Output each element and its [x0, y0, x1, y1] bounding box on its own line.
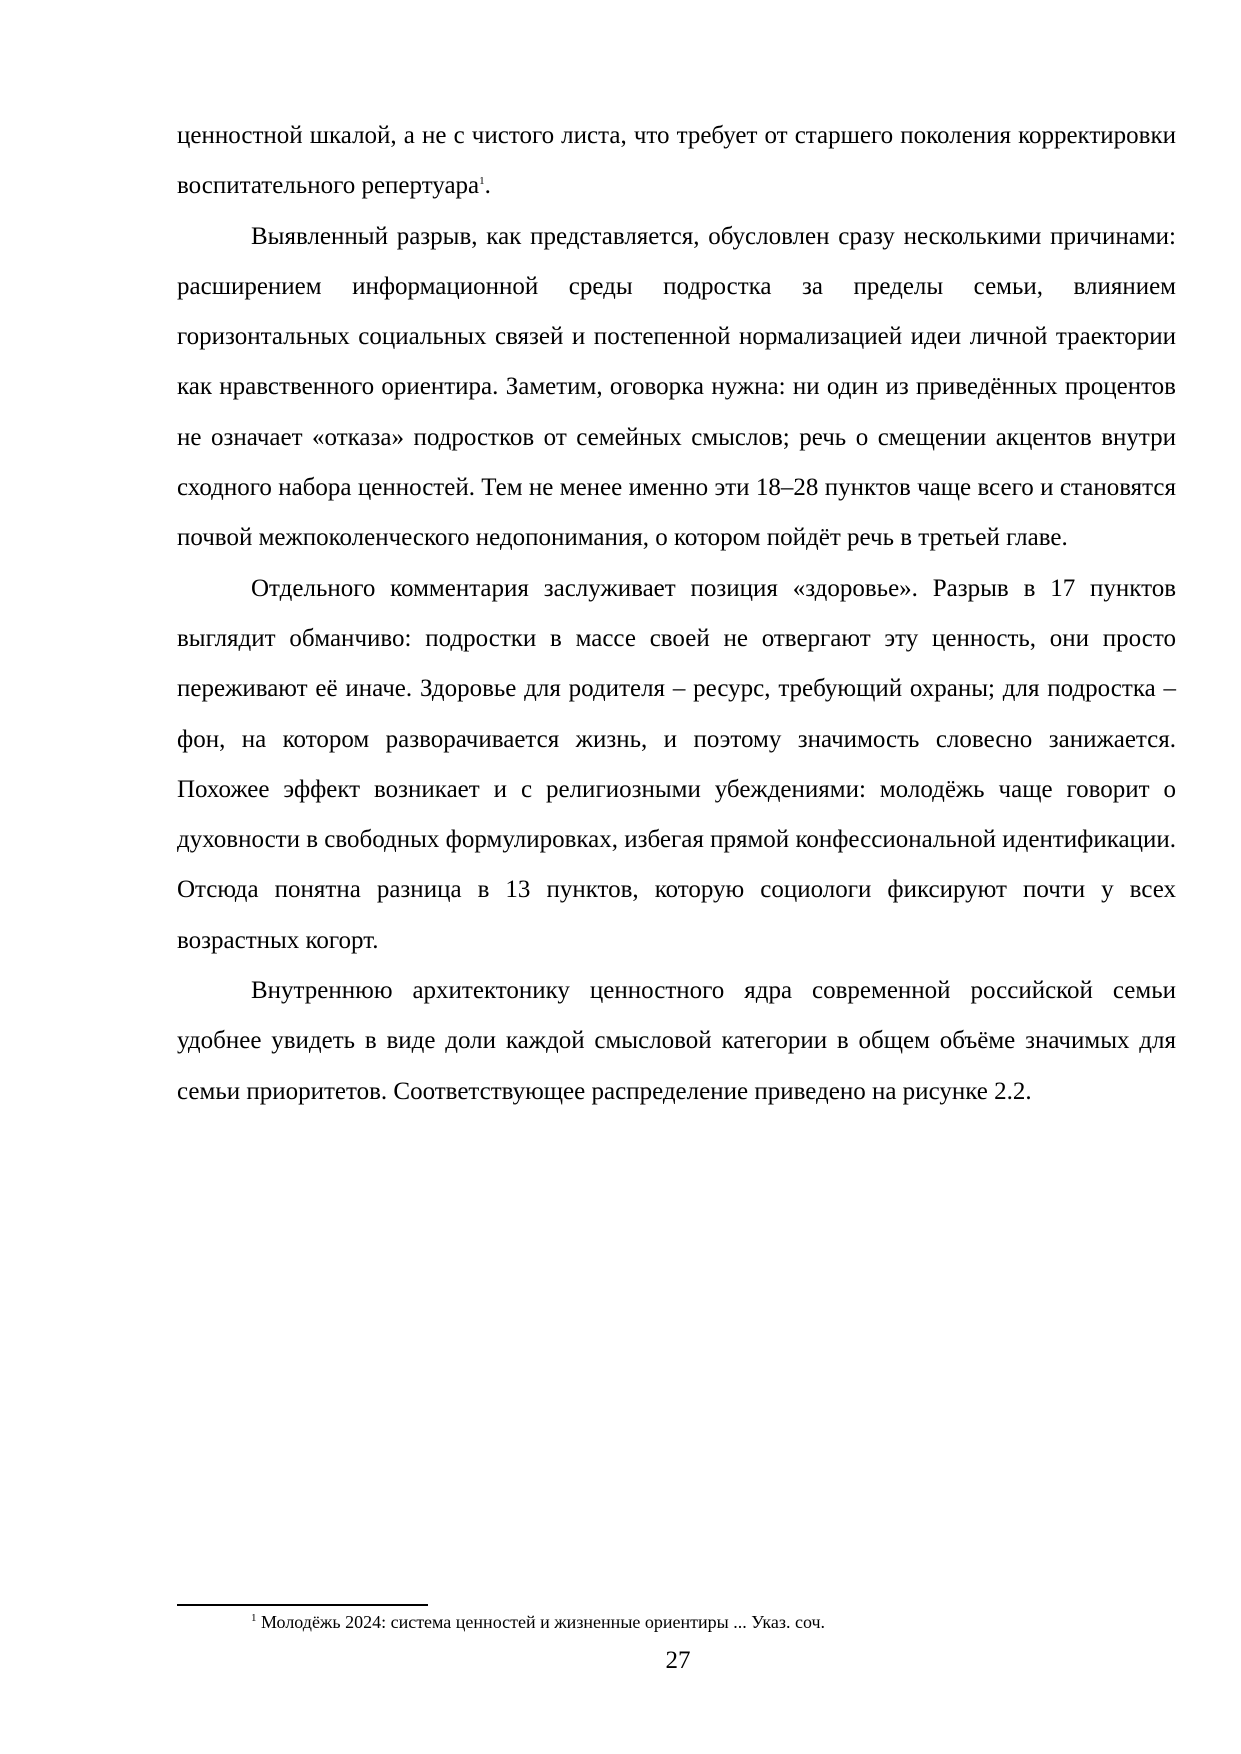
paragraph-text: ценностной шкалой, а не с чистого листа, что требует от старшего поколения корректировки воспитательного репертуара: [177, 122, 1176, 200]
footnote-text: Молодёжь 2024: система ценностей и жизненные ориентиры ... Указ. соч.: [256, 1612, 826, 1632]
paragraph-figure-reference: Внутреннюю архитектонику ценностного ядра современной российской семьи удобнее увидеть в виде доли каждой смысловой категории в общем объёме значимых для семьи приоритетов. Соответствующее распределение приведено на рисунке 2.2.: [177, 977, 1176, 1105]
footnote-separator: [177, 1604, 428, 1606]
paragraph-gap-causes: Выявленный разрыв, как представляется, обусловлен сразу несколькими причинами: расширением информационной среды подростка за пределы семьи, влиянием горизонтальных социальных связей и постепенной нормализацией идеи личной траектории как нравственного ориентира. Заметим, оговорка нужна: ни один из приведённых процентов не означает «отказа» подростков от семейных смыслов; речь о смещении акцентов внутри сходного набора ценностей. Тем не менее именно эти 18–28 пунктов чаще всего и становятся почвой межпоколенческого недопонимания, о котором пойдёт речь в третьей главе.: [177, 222, 1176, 552]
paragraph-health-comment: Отдельного комментария заслуживает позиция «здоровье». Разрыв в 17 пунктов выглядит обманчиво: подростки в массе своей не отвергают эту ценность, они просто переживают её иначе. Здоровье для родителя – ресурс, требующий охраны; для подростка – фон, на котором разворачивается жизнь, и поэтому значимость словесно занижается. Похожее эффект возникает и с религиозными убеждениями: молодёжь чаще говорит о духовности в свободных формулировках, избегая прямой конфессиональной идентификации. Отсюда понятна разница в 13 пунктов, которую социологи фиксируют почти у всех возрастных когорт.: [177, 574, 1176, 954]
footnote: [251, 1609, 1176, 1635]
paragraph-tail: .: [484, 172, 491, 200]
footnote-mark: 1: [251, 1612, 257, 1624]
page-number: 27: [665, 1647, 691, 1674]
body-text: [177, 111, 1176, 1117]
paragraph-continuation: [177, 111, 1176, 212]
footnote-reference[interactable]: 1: [479, 175, 485, 188]
